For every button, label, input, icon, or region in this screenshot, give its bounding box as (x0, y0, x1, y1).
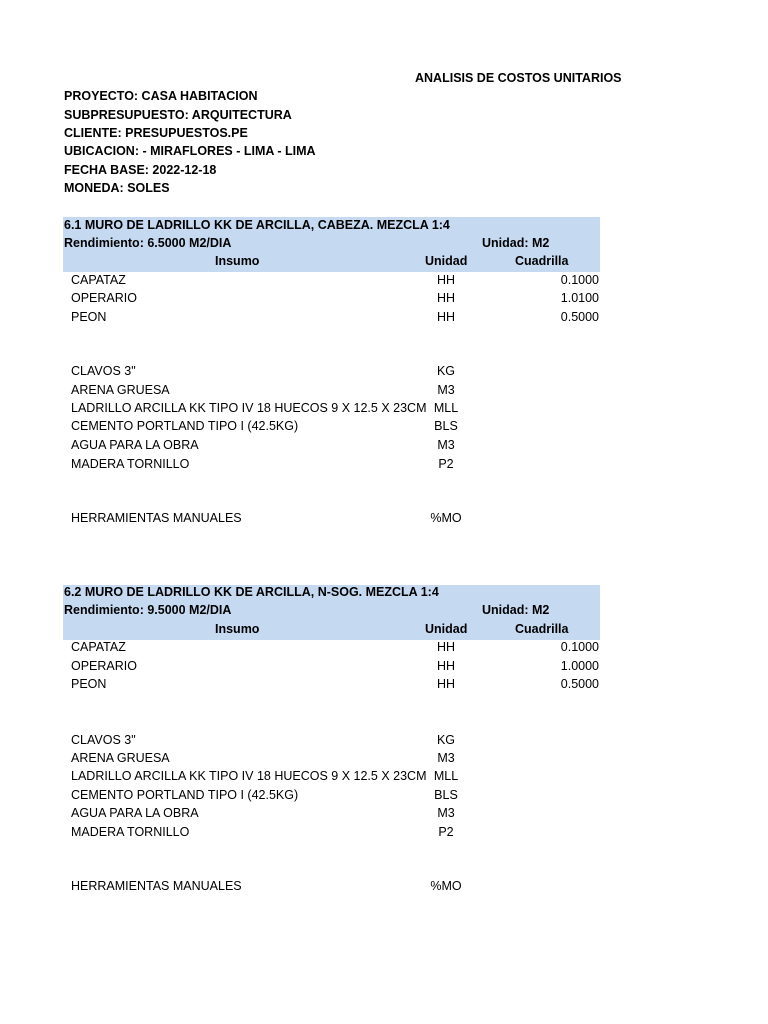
column-header-unidad: Unidad (425, 622, 468, 636)
labor-description: PEON (71, 677, 107, 691)
meta-base-date: FECHA BASE: 2022-12-18 (64, 163, 217, 177)
section-rendimiento: Rendimiento: 9.5000 M2/DIA (64, 603, 232, 617)
material-unit: P2 (438, 457, 454, 471)
labor-cuadrilla: 0.5000 (560, 677, 599, 691)
column-header-insumo: Insumo (215, 254, 260, 268)
material-unit: KG (436, 364, 456, 378)
labor-unit: HH (436, 659, 456, 673)
material-unit: BLS (434, 419, 458, 433)
tool-description: HERRAMIENTAS MANUALES (71, 511, 242, 525)
column-header-insumo: Insumo (215, 622, 260, 636)
section-unit: Unidad: M2 (482, 603, 550, 617)
meta-project: PROYECTO: CASA HABITACION (64, 89, 258, 103)
section-unit: Unidad: M2 (482, 236, 550, 250)
labor-unit: HH (436, 640, 456, 654)
material-description: CLAVOS 3" (71, 364, 136, 378)
labor-unit: HH (436, 310, 456, 324)
material-unit: MLL (433, 401, 459, 415)
labor-description: OPERARIO (71, 291, 137, 305)
labor-cuadrilla: 1.0000 (560, 659, 599, 673)
labor-description: OPERARIO (71, 659, 137, 673)
labor-unit: HH (436, 291, 456, 305)
material-unit: BLS (434, 788, 458, 802)
section-rendimiento: Rendimiento: 6.5000 M2/DIA (64, 236, 232, 250)
material-description: ARENA GRUESA (71, 751, 170, 765)
material-description: AGUA PARA LA OBRA (71, 806, 199, 820)
material-description: LADRILLO ARCILLA KK TIPO IV 18 HUECOS 9 X 12.5 X 23CM (71, 769, 427, 783)
material-description: AGUA PARA LA OBRA (71, 438, 199, 452)
labor-unit: HH (436, 273, 456, 287)
material-description: CEMENTO PORTLAND TIPO I (42.5KG) (71, 788, 299, 802)
section-title: 6.2 MURO DE LADRILLO KK DE ARCILLA, N-SOG. MEZCLA 1:4 (64, 585, 439, 599)
labor-description: PEON (71, 310, 107, 324)
material-description: CEMENTO PORTLAND TIPO I (42.5KG) (71, 419, 299, 433)
material-unit: M3 (437, 751, 455, 765)
document-title: ANALISIS DE COSTOS UNITARIOS (415, 71, 622, 85)
material-unit: M3 (437, 438, 455, 452)
tool-unit: %MO (430, 511, 462, 525)
meta-client: CLIENTE: PRESUPUESTOS.PE (64, 126, 248, 140)
meta-location: UBICACION: - MIRAFLORES - LIMA - LIMA (64, 144, 316, 158)
material-description: MADERA TORNILLO (71, 457, 190, 471)
labor-cuadrilla: 1.0100 (560, 291, 599, 305)
material-description: LADRILLO ARCILLA KK TIPO IV 18 HUECOS 9 X 12.5 X 23CM (71, 401, 427, 415)
column-header-cuadrilla: Cuadrilla (515, 622, 569, 636)
labor-description: CAPATAZ (71, 273, 126, 287)
labor-cuadrilla: 0.1000 (560, 640, 599, 654)
labor-description: CAPATAZ (71, 640, 126, 654)
labor-cuadrilla: 0.5000 (560, 310, 599, 324)
material-unit: P2 (438, 825, 454, 839)
section-title: 6.1 MURO DE LADRILLO KK DE ARCILLA, CABEZA. MEZCLA 1:4 (64, 218, 450, 232)
material-description: CLAVOS 3" (71, 733, 136, 747)
meta-currency: MONEDA: SOLES (64, 181, 170, 195)
material-unit: M3 (437, 383, 455, 397)
tool-unit: %MO (430, 879, 462, 893)
material-description: MADERA TORNILLO (71, 825, 190, 839)
material-unit: KG (436, 733, 456, 747)
material-description: ARENA GRUESA (71, 383, 170, 397)
material-unit: M3 (437, 806, 455, 820)
labor-unit: HH (436, 677, 456, 691)
column-header-cuadrilla: Cuadrilla (515, 254, 569, 268)
material-unit: MLL (433, 769, 459, 783)
column-header-unidad: Unidad (425, 254, 468, 268)
meta-subbudget: SUBPRESUPUESTO: ARQUITECTURA (64, 108, 292, 122)
tool-description: HERRAMIENTAS MANUALES (71, 879, 242, 893)
labor-cuadrilla: 0.1000 (560, 273, 599, 287)
